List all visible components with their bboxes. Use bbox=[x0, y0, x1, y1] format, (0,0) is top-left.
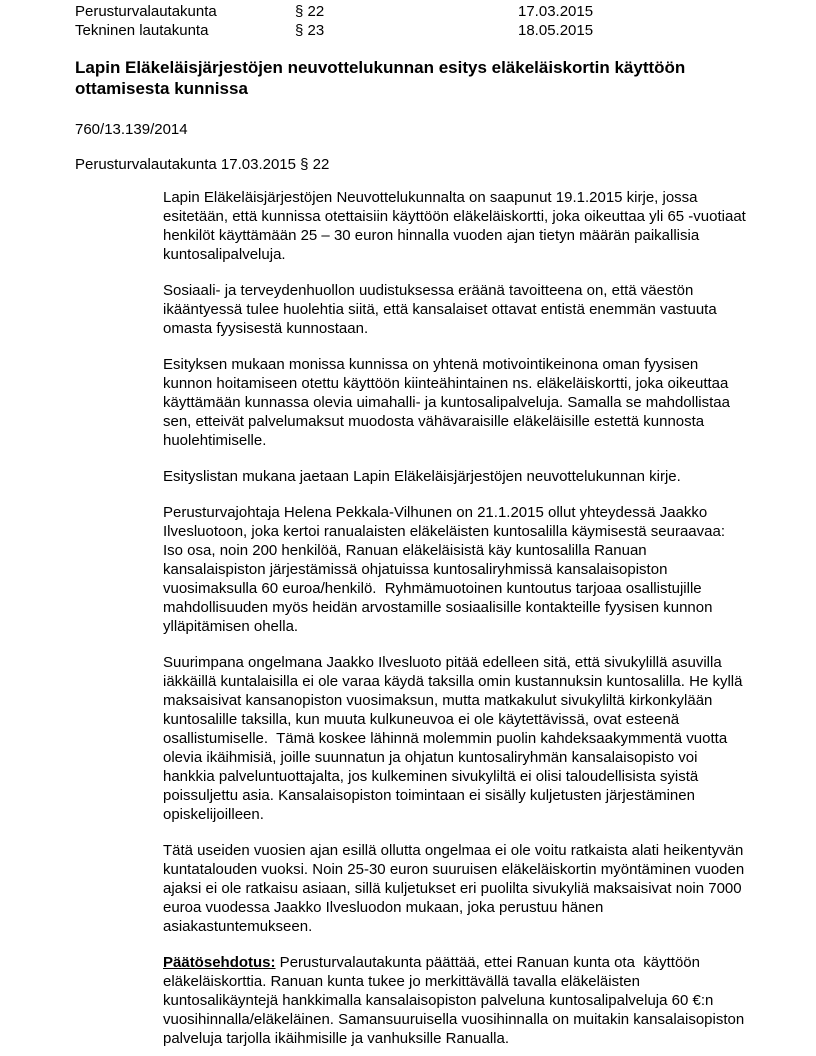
meeting-reference: Perusturvalautakunta 17.03.2015 § 22 bbox=[75, 156, 330, 173]
meeting-date: 18.05.2015 bbox=[518, 22, 594, 39]
body-paragraph: Suurimpana ongelmana Jaakko Ilvesluoto pitää edelleen sitä, että sivukylillä asuvilla iäkkäillä kuntalaisilla ei ole varaa käydä taksilla omin kustannuksin kuntosalilla. He kyllä maksaisivat kansanopiston vuosimaksun, mutta matkakulut sivukyliltä kirkonkylään kuntosalille taksilla, kun muuta kulkuneuvoa ei ole käytettävissä, ovat esteenä osallistumiselle. Tämä koskee lähinnä molemmin puolin kahdeksaakymmentä vuotta olevia ikäihmisiä, joille suunnatun ja ohjatun kuntosaliryhmän kansalaisopisto voi hankkia palveluntuottajalta, jos kulkeminen sivukyliltä ei olisi taloudellisista syistä poissuljettu asia. Kansalaisopiston toimintaan ei sisälly kuljetusten järjestäminen opiskelijoilleen. bbox=[163, 654, 747, 823]
section-number: § 22 bbox=[295, 3, 325, 20]
body-paragraph: Lapin Eläkeläisjärjestöjen Neuvottelukunnalta on saapunut 19.1.2015 kirje, jossa esitetään, että kunnissa otettaisiin käyttöön eläkeläiskortti, joka oikeuttaa yli 65 -vuotiaat henkilöt käyttämään 25 – 30 euron hinnalla vuoden ajan tietyn määrän paikallisia kuntosalipalveluja. bbox=[163, 189, 751, 263]
section-number: § 23 bbox=[295, 22, 325, 39]
committee-name: Perusturvalautakunta bbox=[75, 3, 217, 20]
case-number: 760/13.139/2014 bbox=[75, 121, 188, 138]
decision-proposal-text: Perusturvalautakunta päättää, ettei Ranuan kunta ota käyttöön eläkeläiskorttia. Ranuan kunta tukee jo merkittävällä tavalla eläkeläisten kuntosalikäyntejä hankkimalla kansalaisopiston palveluna kuntosalipalveluja 60 €:n vuosihinnalla/eläkeläinen. Samansuuruisella vuosihinnalla on muitakin kansalaisopiston palveluja tarjolla ikäihmisille ja vanhuksille Ranualla. bbox=[163, 954, 749, 1047]
body-paragraph: Esityslistan mukana jaetaan Lapin Eläkeläisjärjestöjen neuvottelukunnan kirje. bbox=[163, 468, 681, 485]
table-row bbox=[75, 2, 746, 21]
decision-proposal-paragraph bbox=[163, 953, 748, 1048]
body-text-block bbox=[163, 188, 751, 1048]
meeting-date: 17.03.2015 bbox=[518, 3, 594, 20]
body-paragraph: Sosiaali- ja terveydenhuollon uudistuksessa eräänä tavoitteena on, että väestön ikääntyessä tulee huolehtia siitä, että kansalaiset ottavat entistä enemmän vastuuta omasta fyysisestä kunnostaan. bbox=[163, 282, 721, 337]
body-paragraph: Esityksen mukaan monissa kunnissa on yhtenä motivointikeinona oman fyysisen kunnon hoitamiseen otettu käyttöön kiinteähintainen ns. eläkeläiskortti, joka oikeuttaa käyttämään kunnassa olevia uimahalli- ja kuntosalipalveluja. Samalla se mahdollistaa sen, etteivät palvelumaksut muodosta vähävaraisille eläkeläisille estettä kunnosta huolehtimiselle. bbox=[163, 356, 735, 449]
document-title: Lapin Eläkeläisjärjestöjen neuvottelukunnan esitys eläkeläiskortin käyttöön ottamisesta kunnissa bbox=[75, 58, 686, 98]
table-row bbox=[75, 21, 746, 40]
committee-name: Tekninen lautakunta bbox=[75, 22, 209, 39]
decision-proposal-label: Päätösehdotus: bbox=[163, 954, 276, 971]
body-paragraph: Tätä useiden vuosien ajan esillä ollutta ongelmaa ei ole voitu ratkaista alati heikentyvän kuntatalouden vuoksi. Noin 25-30 euron suuruisen eläkeläiskortin myöntäminen vuoden ajaksi ei ole ratkaisu asiaan, sillä kuljetukset eri puolilta sivukyliä maksaisivat noin 7000 euroa vuodessa Jaakko Ilvesluodon mukaan, joka perustuu hänen asiakastuntemukseen. bbox=[163, 842, 749, 935]
committee-header-table bbox=[75, 2, 746, 40]
body-paragraph: Perusturvajohtaja Helena Pekkala-Vilhunen on 21.1.2015 ollut yhteydessä Jaakko Ilvesluotoon, joka kertoi ranualaisten eläkeläisten kuntosalilla käymisestä seuraavaa: Iso osa, noin 200 henkilöä, Ranuan eläkeläisistä käy kuntosalilla Ranuan kansalaispiston järjestämissä ohjatuissa kuntosaliryhmissä kansalaisopiston vuosimaksulla 60 euroa/henkilö. Ryhmämuotoinen kuntoutus tarjoaa osallistujille mahdollisuuden myös heidän arvostamille sosiaalisille kontakteille fyysisen kunnon ylläpitämisen ohella. bbox=[163, 504, 730, 635]
